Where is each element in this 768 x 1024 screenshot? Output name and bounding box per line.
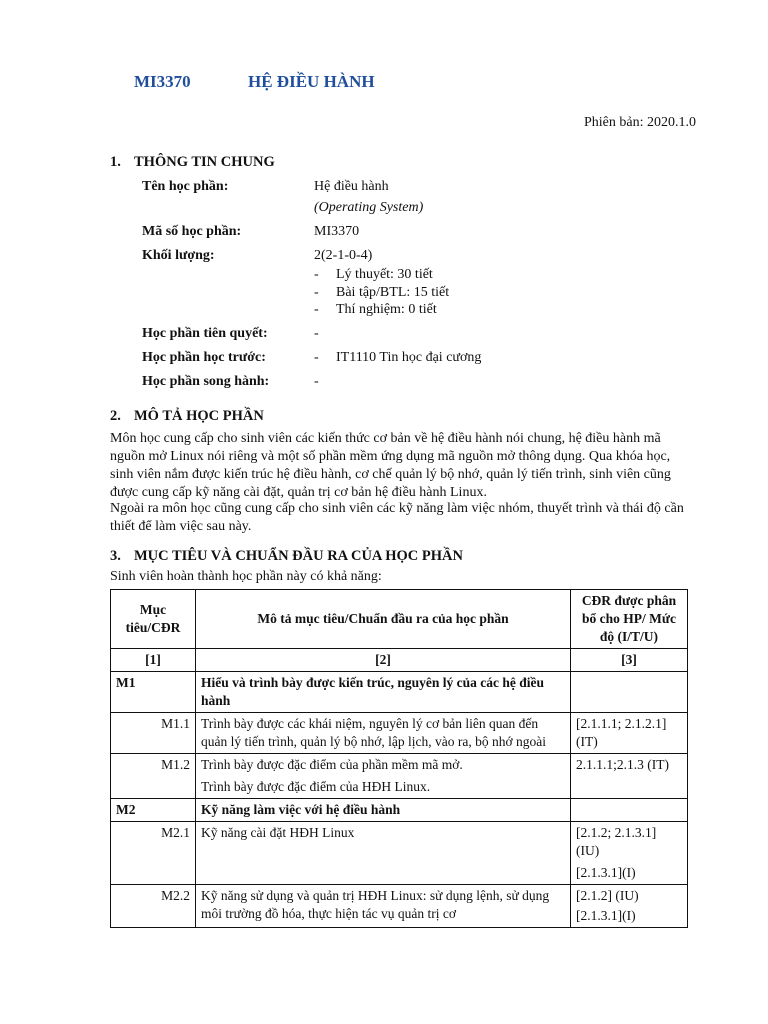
row-description: Hiểu và trình bày được kiến trúc, nguyên lý của các hệ điều hành [196,672,571,713]
section-2-heading [110,408,264,425]
prerequisite-value: - [314,326,319,341]
row-cdr: [2.1.1.1; 2.1.2.1] (IT) [571,713,688,754]
section-2-title: MÔ TẢ HỌC PHẦN [134,408,264,424]
row-description-line-1: Trình bày được đặc điểm của phần mềm mã mở. [201,757,463,772]
row-description-line-2: Trình bày được đặc điểm của HĐH Linux. [201,779,431,794]
table-row [111,672,688,713]
section-3-heading [110,548,463,565]
row-cdr [571,822,688,885]
row-id: M1.1 [111,713,196,754]
header-objective-id: Mục tiêu/CĐR [111,590,196,649]
index-col-2: [2] [196,649,571,672]
row-cdr-line-1: [2.1.2; 2.1.3.1] (IU) [576,825,657,858]
description-paragraph-2: Ngoài ra môn học cũng cung cấp cho sinh viên các kỹ năng làm việc nhóm, thuyết trình và thái độ cần thiết để làm việc sau này. [110,501,684,534]
table-row [111,822,688,885]
document-page: MI3370 HỆ ĐIỀU HÀNH Phiên bản: 2020.1.0 1. THÔNG TIN CHUNG Tên học phần: Hệ điều hành (Operating System) Mã số học phần: MI3370 Khối lượng: 2(2-1-0-4) - Lý thuyết: 30 tiết - Bài tập/BTL: 15 tiết - Thí nghiệm: 0 tiết Học phần tiên quyết: - Học phần học trước: - IT1110 Tin học đại cương Học phần song hành: - 2. MÔ TẢ HỌC PHẦN Môn học cung cấp cho sinh viên các kiến thức cơ bản về hệ điều hành nói chung, hệ điều hành mã nguồn mở Linux nói riêng và một số phần mềm ứng dụng mã nguồn mở thông dụng. Qua khóa học, sinh viên nắm được kiến trúc hệ điều hành, cơ chế quản lý bộ nhớ, quản lý tiến trình, sinh viên cũng được cung cấp kỹ năng cài đặt, quản trị cơ bản hệ điều hành Linux. Ngoài ra môn học cũng cung cấp cho sinh viên các kỹ năng làm việc nhóm, thuyết trình và thái độ cần thiết để làm việc sau này. 3. MỤC TIÊU VÀ CHUẨN ĐẦU RA CỦA HỌC PHẦN Sinh viên hoàn thành học phần này có khả năng: Mục tiêu/CĐR Mô tả mục tiêu/Chuẩn đầu ra của học phần CĐR được phân bổ cho HP/ Mức độ (I/T/U) [1] [2] [3] M1 Hiểu và trình bày được kiến trúc, nguyên lý của các hệ điều hành M1.1 Trình bày được các khái niệm, nguyên lý cơ bản liên quan đến quản lý tiến trình, quản lý bộ nhớ, lập lịch, vào ra, bộ nhớ ngoài [2.1.1.1; 2.1.2.1] (IT) M1.2 Trình bày được đặc điểm của phần mềm mã mở. Trình bày được đặc điểm của HĐH Linux. 2.1.1.1;2.1.3 (IT) M2 Kỹ năng làm việc với hệ điều hành M2.1 Kỹ năng cài đặt HĐH Linux [2.1.2; 2.1.3.1] (IU) [2.1.3.1](I) M2.2 Kỹ năng sử dụng và quản trị HĐH Linux: sử dụng lệnh, sử dụng môi trường đồ hóa, thực hiện tác vụ quản trị cơ [2.1.2] (IU) [2.1.3.1](I) [0,0,768,1024]
row-cdr-line-1: [2.1.2] (IU) [576,888,639,903]
index-col-1: [1] [111,649,196,672]
credits-item-lab: Thí nghiệm: 0 tiết [336,302,437,317]
table-index-row [111,649,688,672]
row-description: Kỹ năng làm việc với hệ điều hành [196,799,571,822]
course-name-value: Hệ điều hành [314,179,389,194]
course-title: HỆ ĐIỀU HÀNH [248,72,375,91]
row-description: Kỹ năng cài đặt HĐH Linux [196,822,571,885]
row-cdr-line-2: [2.1.3.1](I) [576,865,636,880]
section-1-number: 1. [110,154,121,170]
section-1-title: THÔNG TIN CHUNG [134,154,275,170]
header-description: Mô tả mục tiêu/Chuẩn đầu ra của học phần [196,590,571,649]
index-col-3: [3] [571,649,688,672]
prerequisite-label: Học phần tiên quyết: [142,326,268,341]
prior-course-dash: - [314,350,319,365]
header-cdr: CĐR được phân bổ cho HP/ Mức độ (I/T/U) [571,590,688,649]
section-3-title: MỤC TIÊU VÀ CHUẨN ĐẦU RA CỦA HỌC PHẦN [134,548,463,564]
credits-value: 2(2-1-0-4) [314,248,373,263]
objectives-table [110,589,688,928]
row-description: Trình bày được các khái niệm, nguyên lý cơ bản liên quan đến quản lý tiến trình, quản lý bộ nhớ, lập lịch, vào ra, bộ nhớ ngoài [196,713,571,754]
prior-course-label: Học phần học trước: [142,350,266,365]
corequisite-value: - [314,374,319,389]
section-3-number: 3. [110,548,121,564]
row-cdr [571,885,688,928]
version-label: Phiên bản: 2020.1.0 [584,115,696,130]
credits-label: Khối lượng: [142,248,215,263]
row-id: M2 [111,799,196,822]
row-id: M2.2 [111,885,196,928]
row-description: Kỹ năng sử dụng và quản trị HĐH Linux: sử dụng lệnh, sử dụng môi trường đồ hóa, thực hiện tác vụ quản trị cơ [196,885,571,928]
table-row [111,713,688,754]
row-cdr [571,799,688,822]
course-name-en: (Operating System) [314,200,424,215]
table-row [111,885,688,928]
table-row [111,799,688,822]
row-cdr [571,672,688,713]
row-cdr-line-2: [2.1.3.1](I) [576,908,636,923]
credits-item-theory: Lý thuyết: 30 tiết [336,267,433,282]
corequisite-label: Học phần song hành: [142,374,270,389]
section-3-intro: Sinh viên hoàn thành học phần này có khả năng: [110,569,382,584]
table-header-row [111,590,688,649]
row-id: M1 [111,672,196,713]
row-id: M2.1 [111,822,196,885]
course-code-title: MI3370 [134,72,191,91]
table-row [111,754,688,799]
row-id: M1.2 [111,754,196,799]
course-code-value: MI3370 [314,224,360,239]
row-description [196,754,571,799]
section-2-number: 2. [110,408,121,424]
course-name-label: Tên học phần: [142,179,229,194]
row-cdr: 2.1.1.1;2.1.3 (IT) [571,754,688,799]
section-1-heading [110,154,275,171]
course-code-label: Mã số học phần: [142,224,242,239]
credits-item-exercise: Bài tập/BTL: 15 tiết [336,285,450,300]
prior-course-value: IT1110 Tin học đại cương [336,350,482,365]
description-paragraph-1: Môn học cung cấp cho sinh viên các kiến thức cơ bản về hệ điều hành nói chung, hệ điều hành mã nguồn mở Linux nói riêng và một số phần mềm ứng dụng mã nguồn mở thông dụng. Qua khóa học, sinh viên nắm được kiến trúc hệ điều hành, cơ chế quản lý bộ nhớ, quản lý tiến trình, sinh viên cũng được cung cấp kỹ năng cài đặt, quản trị cơ bản hệ điều hành Linux. [110,431,671,500]
